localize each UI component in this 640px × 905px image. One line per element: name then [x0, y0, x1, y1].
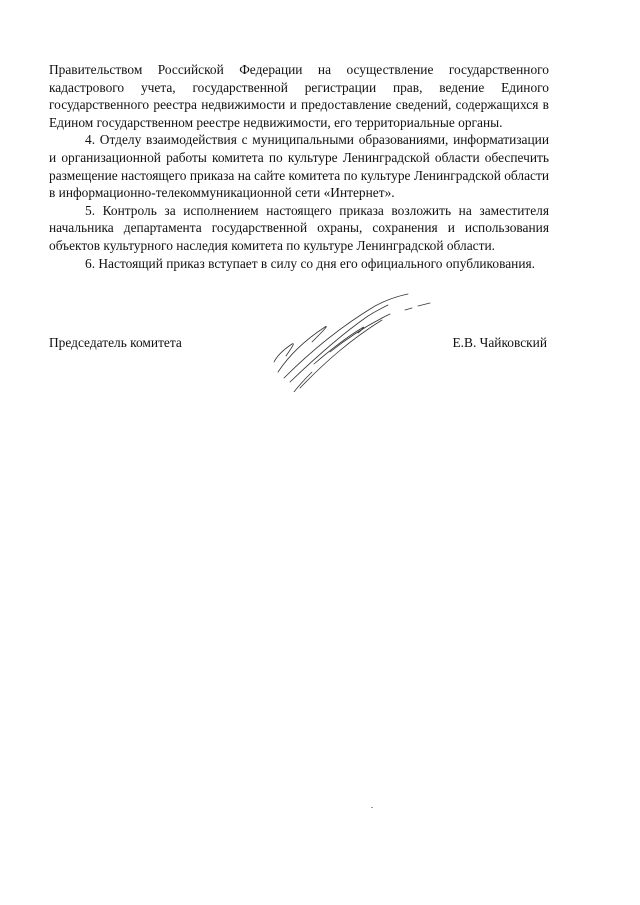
handwritten-signature: [270, 292, 440, 392]
signatory-title: Председатель комитета: [49, 335, 182, 350]
scan-speck: [371, 807, 373, 808]
paragraph-item-5: 5. Контроль за исполнением настоящего приказа возложить на заместителя начальника департамента государственной охраны, сохранения и использования объектов культурного наследия комитета по культуре Ленинградской области.: [49, 202, 549, 253]
document-body: [49, 61, 549, 272]
paragraph-item-4: 4. Отделу взаимодействия с муниципальными образованиями, информатизации и организационной работы комитета по культуре Ленинградской области обеспечить размещение настоящего приказа на сайте комитета по культуре Ленинградской области в информационно-телекоммуникационной сети «Интернет».: [49, 132, 549, 201]
signatory-name: Е.В. Чайковский: [452, 335, 547, 350]
paragraph-continuation: Правительством Российской Федерации на осуществление государственного кадастрового учета, государственной регистрации прав, ведение Единого государственного реестра недвижимости и предоставление сведений, содержащихся в Едином государственном реестре недвижимости, его территориальные органы.: [49, 62, 549, 130]
paragraph-item-6: 6. Настоящий приказ вступает в силу со дня его официального опубликования.: [85, 255, 535, 271]
